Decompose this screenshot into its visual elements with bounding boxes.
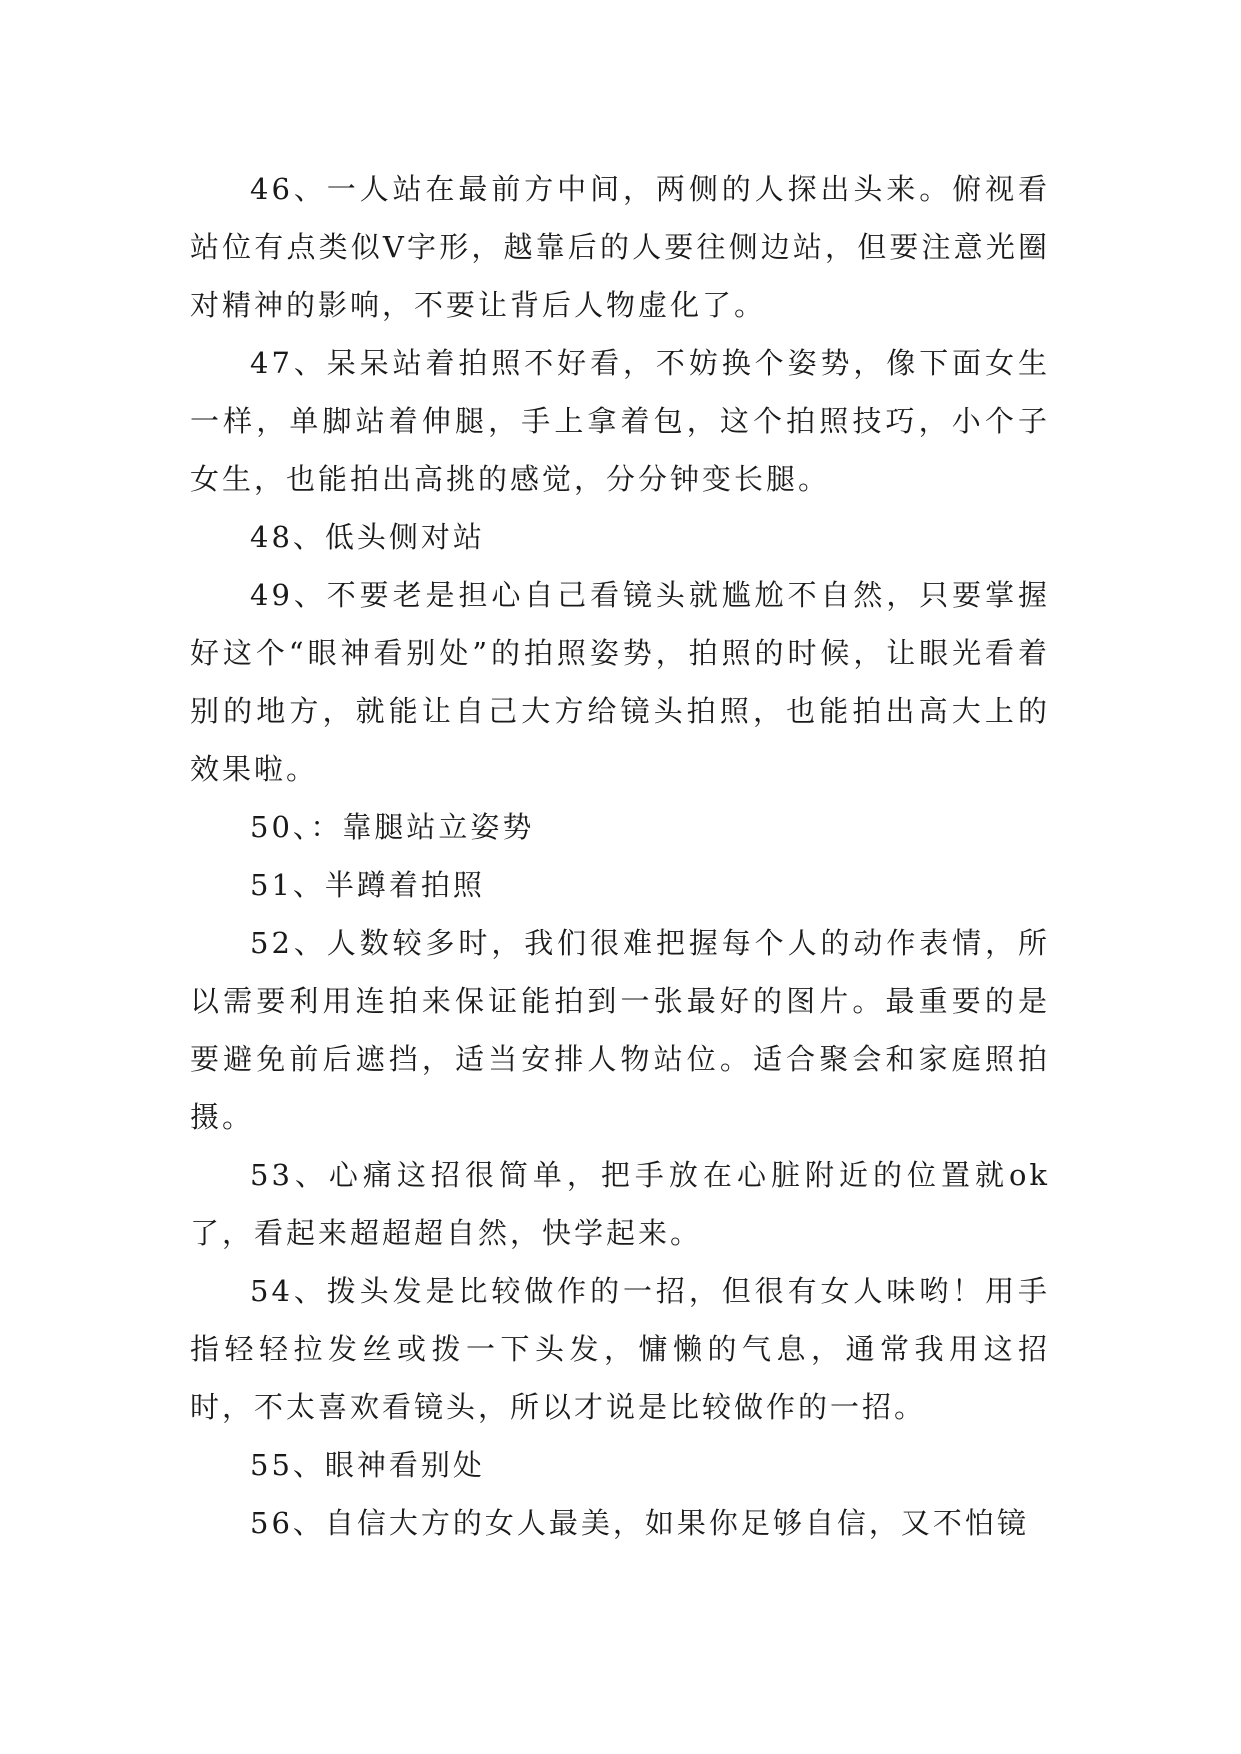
paragraph-51: 51、半蹲着拍照 xyxy=(250,868,485,902)
paragraph-48: 48、低头侧对站 xyxy=(250,520,485,554)
document-body xyxy=(190,160,1050,1552)
paragraph-49: 49、不要老是担心自己看镜头就尴尬不自然，只要掌握好这个“眼神看别处”的拍照姿势，拍照的时候，让眼光看着别的地方，就能让自己大方给镜头拍照，也能拍出高大上的效果啦。 xyxy=(190,578,1050,786)
paragraph-56: 56、自信大方的女人最美，如果你足够自信，又不怕镜 xyxy=(250,1506,1029,1540)
paragraph-53: 53、心痛这招很简单，把手放在心脏附近的位置就ok了，看起来超超超自然，快学起来。 xyxy=(190,1158,1050,1250)
paragraph-46: 46、一人站在最前方中间，两侧的人探出头来。俯视看站位有点类似V字形，越靠后的人要往侧边站，但要注意光圈对精神的影响，不要让背后人物虚化了。 xyxy=(190,172,1050,322)
paragraph-52: 52、人数较多时，我们很难把握每个人的动作表情，所以需要利用连拍来保证能拍到一张最好的图片。最重要的是要避免前后遮挡，适当安排人物站位。适合聚会和家庭照拍摄。 xyxy=(190,926,1050,1134)
paragraph-54: 54、拨头发是比较做作的一招，但很有女人味哟！用手指轻轻拉发丝或拨一下头发，慵懒的气息，通常我用这招时，不太喜欢看镜头，所以才说是比较做作的一招。 xyxy=(190,1274,1050,1424)
paragraph-55: 55、眼神看别处 xyxy=(250,1448,485,1482)
paragraph-50: 50、：靠腿站立姿势 xyxy=(250,810,535,844)
paragraph-47: 47、呆呆站着拍照不好看，不妨换个姿势，像下面女生一样，单脚站着伸腿，手上拿着包，这个拍照技巧，小个子女生，也能拍出高挑的感觉，分分钟变长腿。 xyxy=(190,346,1050,496)
